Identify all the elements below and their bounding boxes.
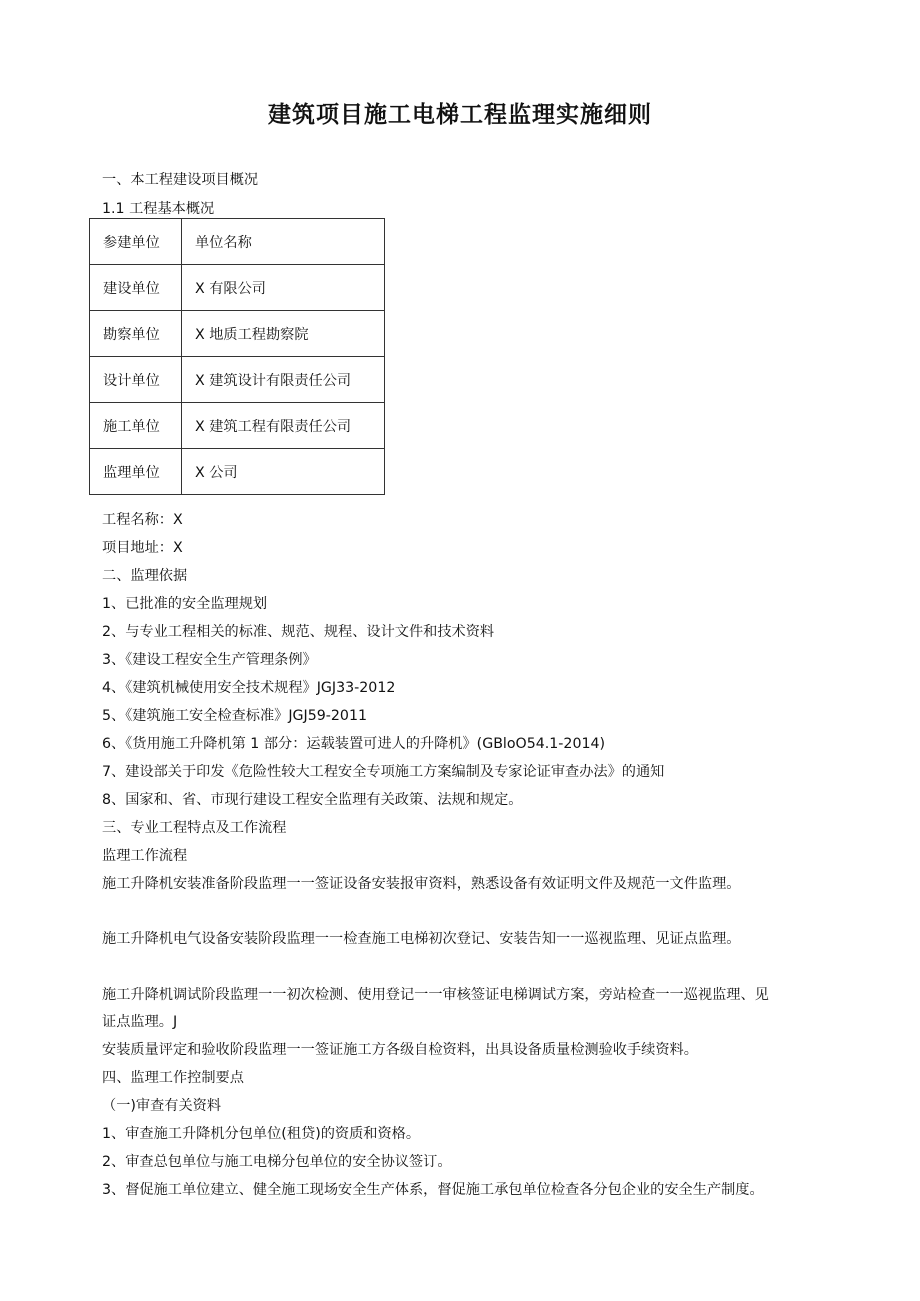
project-address: 项目地址：X <box>102 540 183 556</box>
section4-subheading: （一)审查有关资料 <box>102 1098 222 1114</box>
table-row <box>90 449 385 495</box>
review-item: 1、审查施工升降机分包单位(租贷)的资质和资格。 <box>102 1126 421 1142</box>
workflow-item: 安装质量评定和验收阶段监理一一签证施工方各级自检资料，出具设备质量检测验收手续资料。 <box>102 1042 698 1058</box>
table-row <box>90 311 385 357</box>
table-cell: 参建单位 <box>90 219 182 265</box>
workflow-item: 施工升降机电气设备安装阶段监理一一检查施工电梯初次登记、安装告知一一巡视监理、见证点监理。 <box>102 931 741 947</box>
workflow-heading: 监理工作流程 <box>102 848 188 864</box>
section1-heading: 一、本工程建设项目概况 <box>102 172 259 188</box>
basis-item: 6、《货用施工升降机第 1 部分：运载装置可进人的升降机》(GBloO54.1-2014) <box>102 736 606 752</box>
table-cell: 监理单位 <box>90 449 182 495</box>
basis-item: 5、《建筑施工安全检查标准》JGJ59-2011 <box>102 708 368 724</box>
section2-heading: 二、监理依据 <box>102 568 188 584</box>
basis-item: 3、《建设工程安全生产管理条例》 <box>102 652 317 668</box>
section1-subheading: 1.1 工程基本概况 <box>102 201 215 217</box>
table-cell: X 地质工程勘察院 <box>182 311 385 357</box>
table-row <box>90 219 385 265</box>
document-title: 建筑项目施工电梯工程监理实施细则 <box>268 102 652 128</box>
basis-item: 2、与专业工程相关的标准、规范、规程、设计文件和技术资料 <box>102 624 495 640</box>
review-item: 3、督促施工单位建立、健全施工现场安全生产体系，督促施工承包单位检查各分包企业的安全生产制度。 <box>102 1182 764 1198</box>
workflow-item: 施工升降机调试阶段监理一一初次检测、使用登记一一审核签证电梯调试方案，旁站检查一一巡视监理、见 <box>102 987 769 1003</box>
table-cell: X 有限公司 <box>182 265 385 311</box>
table-cell: 勘察单位 <box>90 311 182 357</box>
table-row <box>90 357 385 403</box>
table-row <box>90 403 385 449</box>
basis-item: 4、《建筑机械使用安全技术规程》JGJ33-2012 <box>102 680 396 696</box>
units-table <box>89 218 385 495</box>
table-cell: 设计单位 <box>90 357 182 403</box>
workflow-item: 施工升降机安装准备阶段监理一一签证设备安装报审资料，熟悉设备有效证明文件及规范一文件监理。 <box>102 876 741 892</box>
table-cell: X 建筑设计有限责任公司 <box>182 357 385 403</box>
basis-item: 8、国家和、省、市现行建设工程安全监理有关政策、法规和规定。 <box>102 792 523 808</box>
table-row <box>90 265 385 311</box>
section3-heading: 三、专业工程特点及工作流程 <box>102 820 287 836</box>
basis-item: 1、已批准的安全监理规划 <box>102 596 268 612</box>
workflow-item: 证点监理。J <box>102 1014 178 1030</box>
table-cell: 建设单位 <box>90 265 182 311</box>
review-item: 2、审查总包单位与施工电梯分包单位的安全协议签订。 <box>102 1154 452 1170</box>
table-cell: X 建筑工程有限责任公司 <box>182 403 385 449</box>
project-name: 工程名称：X <box>102 512 183 528</box>
table-cell: X 公司 <box>182 449 385 495</box>
section4-heading: 四、监理工作控制要点 <box>102 1070 244 1086</box>
table-cell: 施工单位 <box>90 403 182 449</box>
table-cell: 单位名称 <box>182 219 385 265</box>
basis-item: 7、建设部关于印发《危险性较大工程安全专项施工方案编制及专家论证审查办法》的通知 <box>102 764 665 780</box>
